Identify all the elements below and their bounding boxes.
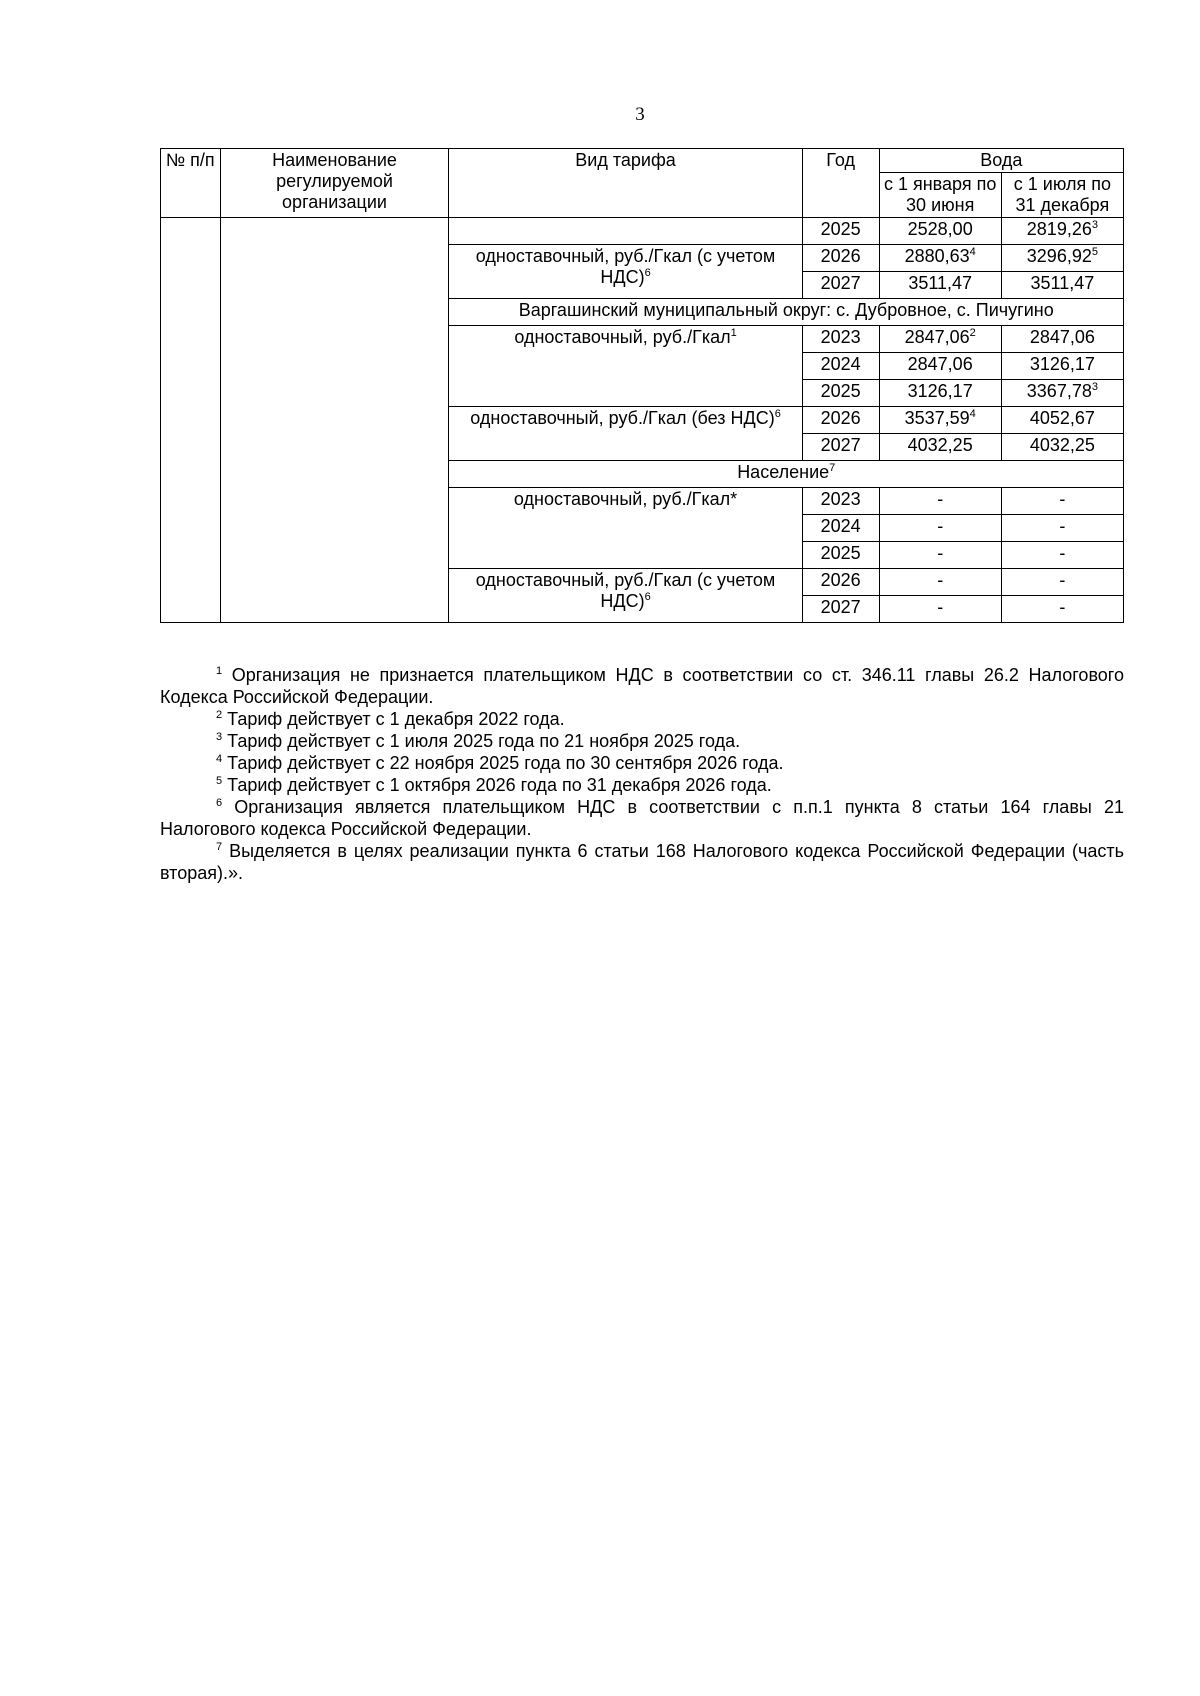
value-footnote-ref: 3 bbox=[1091, 381, 1098, 393]
cell-value bbox=[1001, 326, 1123, 353]
cell-org bbox=[220, 218, 449, 623]
cell-value bbox=[879, 380, 1001, 407]
value-text: 4052,67 bbox=[1029, 408, 1095, 428]
footnote-text: Организация является плательщиком НДС в соответствии с п.п.1 пункта 8 статьи 164 главы 21 Налогового кодекса Российской Федерации. bbox=[160, 797, 1124, 839]
value-text: 2880,63 bbox=[904, 246, 970, 266]
footnote-text: Выделяется в целях реализации пункта 6 статьи 168 Налогового кодекса Российской Федерации (часть вторая).». bbox=[160, 841, 1124, 883]
footnote-3 bbox=[160, 730, 1124, 752]
footnote-6 bbox=[160, 796, 1124, 840]
cell-year: 2026 bbox=[802, 569, 879, 596]
footnote-number: 6 bbox=[216, 797, 223, 809]
cell-value: - bbox=[1001, 488, 1123, 515]
cell-year: 2024 bbox=[802, 515, 879, 542]
cell-year: 2025 bbox=[802, 380, 879, 407]
kind-text: одноставочный, руб./Гкал (с учетом НДС) bbox=[475, 246, 776, 287]
block2-kind-a bbox=[449, 326, 802, 407]
cell-year: 2027 bbox=[802, 272, 879, 299]
value-text: 2819,26 bbox=[1026, 219, 1092, 239]
cell-value: - bbox=[1001, 596, 1123, 623]
cell-value: - bbox=[1001, 515, 1123, 542]
value-text: 3126,17 bbox=[1029, 354, 1095, 374]
header-org: Наименование регулируемой организации bbox=[220, 149, 449, 218]
cell-year: 2025 bbox=[802, 218, 879, 245]
cell-value: - bbox=[879, 515, 1001, 542]
tariff-table bbox=[160, 148, 1124, 623]
footnote-7 bbox=[160, 840, 1124, 884]
block1-kind-a bbox=[449, 218, 802, 245]
cell-value bbox=[879, 272, 1001, 299]
value-footnote-ref: 4 bbox=[969, 408, 976, 420]
cell-value bbox=[1001, 407, 1123, 434]
kind-footnote-ref: 6 bbox=[774, 408, 781, 420]
footnotes bbox=[160, 664, 1124, 884]
table-row bbox=[161, 218, 1124, 245]
cell-value: - bbox=[1001, 569, 1123, 596]
kind-footnote-ref: 6 bbox=[644, 267, 651, 279]
cell-year: 2026 bbox=[802, 245, 879, 272]
page-number: 3 bbox=[635, 104, 645, 125]
value-text: 2847,06 bbox=[1029, 327, 1095, 347]
cell-year: 2023 bbox=[802, 488, 879, 515]
value-text: 2847,06 bbox=[907, 354, 973, 374]
footnote-number: 4 bbox=[216, 753, 223, 765]
cell-value bbox=[1001, 272, 1123, 299]
header-kind: Вид тарифа bbox=[449, 149, 802, 218]
cell-year: 2027 bbox=[802, 596, 879, 623]
cell-value bbox=[1001, 380, 1123, 407]
footnote-text: Организация не признается плательщиком НДС в соответствии со ст. 346.11 главы 26.2 Налогового Кодекса Российской Федерации. bbox=[160, 665, 1124, 707]
cell-year: 2026 bbox=[802, 407, 879, 434]
header-no: № п/п bbox=[161, 149, 221, 218]
footnote-text: Тариф действует с 22 ноября 2025 года по 30 сентября 2026 года. bbox=[227, 753, 784, 773]
section-population bbox=[449, 461, 1124, 488]
value-footnote-ref: 4 bbox=[969, 246, 976, 258]
cell-value: - bbox=[879, 569, 1001, 596]
footnote-number: 7 bbox=[216, 841, 223, 853]
value-text: 2847,06 bbox=[904, 327, 970, 347]
value-text: 3126,17 bbox=[907, 381, 973, 401]
kind-text: одноставочный, руб./Гкал (с учетом НДС) bbox=[475, 570, 776, 611]
kind-text: одноставочный, руб./Гкал (без НДС) bbox=[470, 408, 775, 428]
value-footnote-ref: 3 bbox=[1091, 219, 1098, 231]
footnote-number: 3 bbox=[216, 731, 223, 743]
section-footnote-ref: 7 bbox=[829, 462, 836, 474]
value-text: 4032,25 bbox=[1029, 435, 1095, 455]
footnote-text: Тариф действует с 1 декабря 2022 года. bbox=[227, 709, 565, 729]
footnote-2 bbox=[160, 708, 1124, 730]
cell-year: 2023 bbox=[802, 326, 879, 353]
value-footnote-ref: 5 bbox=[1091, 246, 1098, 258]
header-year: Год bbox=[802, 149, 879, 218]
value-text: 3511,47 bbox=[908, 273, 973, 293]
footnote-1 bbox=[160, 664, 1124, 708]
footnote-number: 5 bbox=[216, 775, 223, 787]
cell-value bbox=[1001, 353, 1123, 380]
value-text: 3296,92 bbox=[1026, 246, 1092, 266]
header-period-1: с 1 января по 30 июня bbox=[879, 173, 1001, 218]
cell-value: - bbox=[879, 488, 1001, 515]
cell-value bbox=[1001, 218, 1123, 245]
cell-value bbox=[879, 326, 1001, 353]
cell-no bbox=[161, 218, 221, 623]
section-varg: Варгашинский муниципальный округ: с. Дубровное, с. Пичугино bbox=[449, 299, 1124, 326]
block3-kind-b bbox=[449, 569, 802, 623]
footnote-4 bbox=[160, 752, 1124, 774]
value-text: 2528,00 bbox=[907, 219, 973, 239]
cell-year: 2027 bbox=[802, 434, 879, 461]
block2-kind-b bbox=[449, 407, 802, 461]
value-text: 4032,25 bbox=[907, 435, 973, 455]
footnote-text: Тариф действует с 1 июля 2025 года по 21 ноября 2025 года. bbox=[227, 731, 741, 751]
value-text: 3511,47 bbox=[1030, 273, 1095, 293]
table-header-row bbox=[161, 149, 1124, 173]
cell-value bbox=[1001, 434, 1123, 461]
cell-value bbox=[879, 245, 1001, 272]
cell-value: - bbox=[1001, 542, 1123, 569]
section-text: Население bbox=[737, 462, 830, 482]
block3-kind-a: одноставочный, руб./Гкал* bbox=[449, 488, 802, 569]
cell-value bbox=[1001, 245, 1123, 272]
kind-text: одноставочный, руб./Гкал bbox=[514, 327, 731, 347]
header-period-2: с 1 июля по 31 декабря bbox=[1001, 173, 1123, 218]
value-text: 3367,78 bbox=[1026, 381, 1092, 401]
cell-year: 2025 bbox=[802, 542, 879, 569]
block1-kind-b bbox=[449, 245, 802, 299]
footnote-number: 1 bbox=[216, 665, 223, 677]
value-footnote-ref: 2 bbox=[969, 327, 976, 339]
cell-value bbox=[879, 218, 1001, 245]
header-water: Вода bbox=[879, 149, 1123, 173]
cell-year: 2024 bbox=[802, 353, 879, 380]
kind-footnote-ref: 6 bbox=[644, 591, 651, 603]
cell-value bbox=[879, 407, 1001, 434]
cell-value: - bbox=[879, 596, 1001, 623]
footnote-5 bbox=[160, 774, 1124, 796]
footnote-number: 2 bbox=[216, 709, 223, 721]
cell-value bbox=[879, 353, 1001, 380]
cell-value: - bbox=[879, 542, 1001, 569]
footnote-text: Тариф действует с 1 октября 2026 года по 31 декабря 2026 года. bbox=[227, 775, 772, 795]
value-text: 3537,59 bbox=[904, 408, 970, 428]
cell-value bbox=[879, 434, 1001, 461]
kind-footnote-ref: 1 bbox=[730, 327, 737, 339]
